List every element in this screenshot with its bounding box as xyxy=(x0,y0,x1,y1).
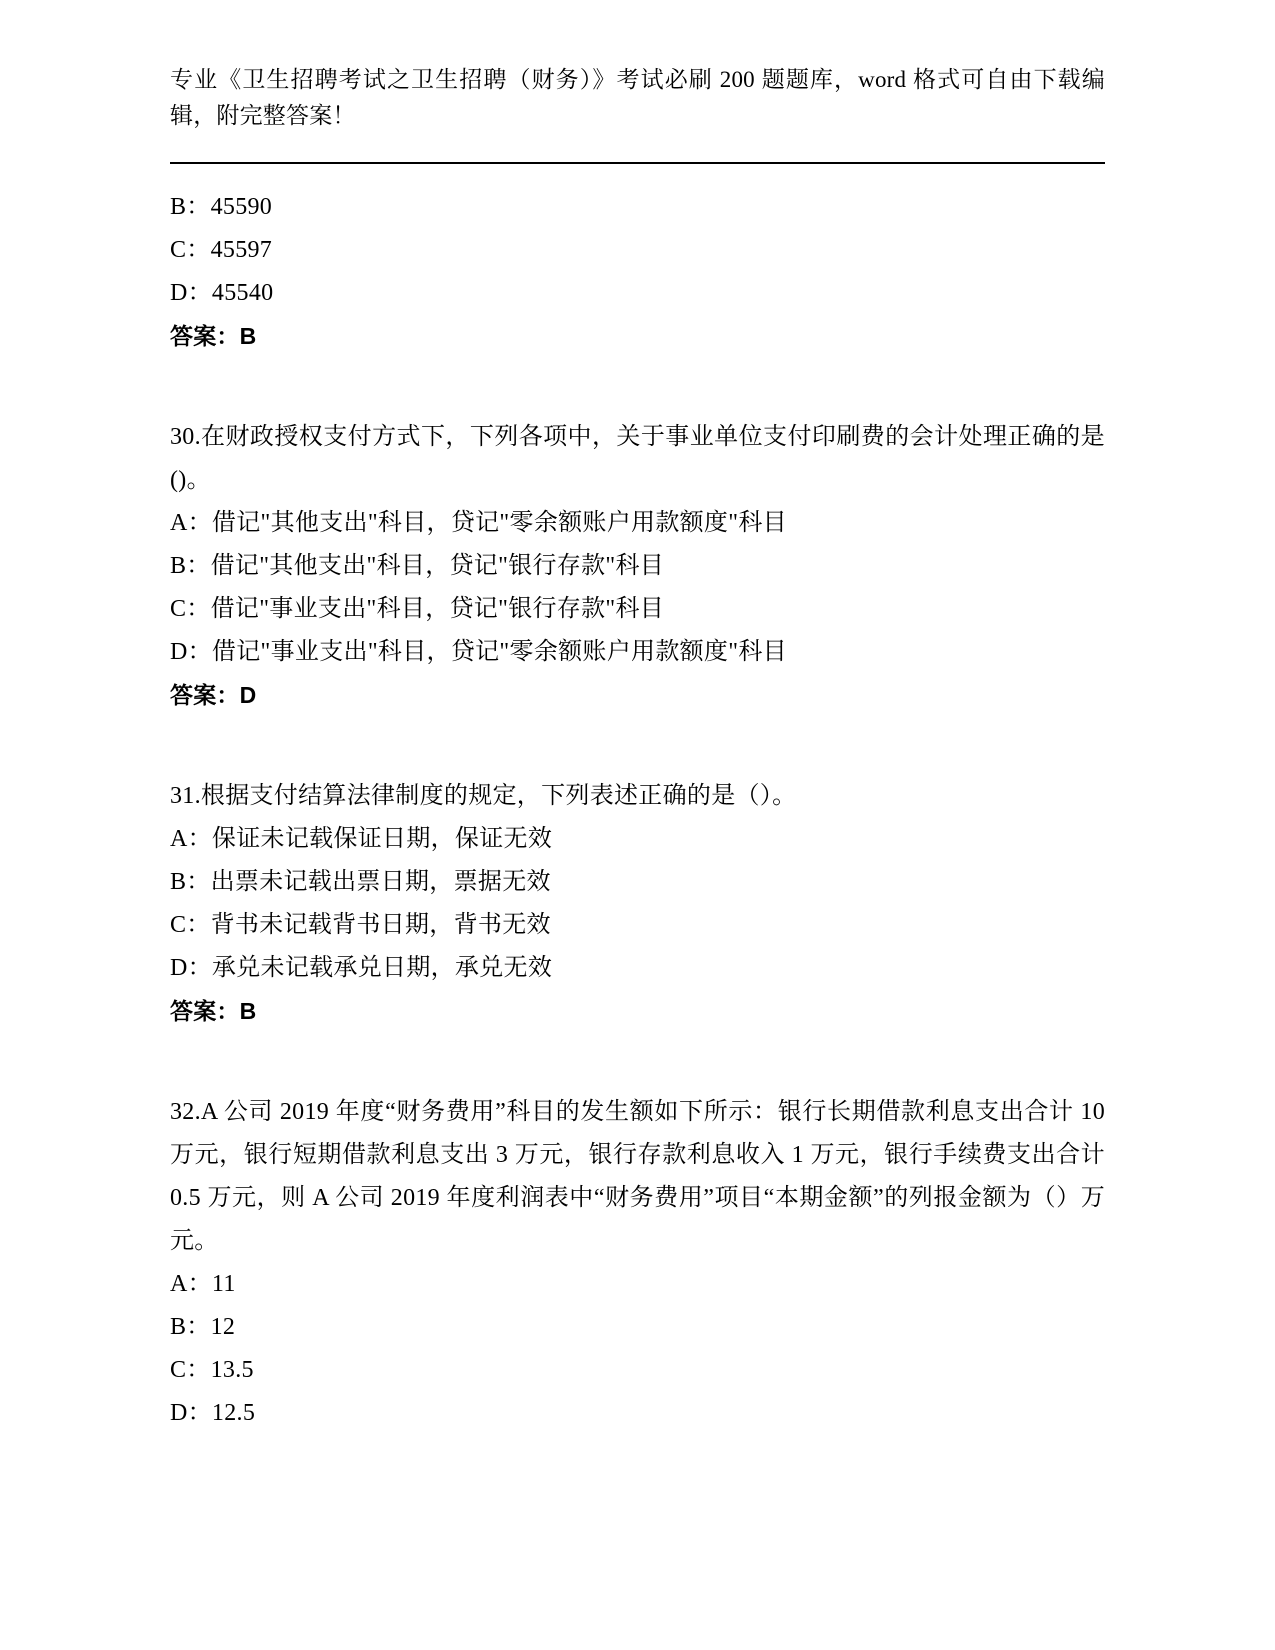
question-text: 在财政授权支付方式下，下列各项中，关于事业单位支付印刷费的会计处理正确的是()。 xyxy=(170,424,1105,493)
page-header: 专业《卫生招聘考试之卫生招聘（财务）》考试必刷 200 题题库，word 格式可自由下载编辑，附完整答案！ xyxy=(170,67,1105,128)
answer-label: 答案： xyxy=(170,324,240,349)
answer-label: 答案： xyxy=(170,683,240,708)
option-item: D：承兑未记载承兑日期，承兑无效 xyxy=(170,955,553,981)
question-stem xyxy=(170,775,1105,818)
answer-label: 答案： xyxy=(170,999,240,1024)
option-item: D：12.5 xyxy=(170,1400,256,1426)
option-item: B：借记"其他支出"科目，贷记"银行存款"科目 xyxy=(170,553,665,579)
answer-value: D xyxy=(239,682,257,708)
option-item: A：借记"其他支出"科目，贷记"零余额账户用款额度"科目 xyxy=(170,510,787,536)
option-item: C：13.5 xyxy=(170,1357,254,1383)
continued-options-list xyxy=(170,186,1105,315)
question-text: 根据支付结算法律制度的规定，下列表述正确的是（）。 xyxy=(200,783,797,809)
answer-value: B xyxy=(239,323,257,349)
options-list xyxy=(170,502,1105,674)
question-number: 32. xyxy=(170,1099,201,1125)
options-list xyxy=(170,1263,1105,1435)
question-number: 31. xyxy=(170,783,201,809)
option-item: C：背书未记载背书日期，背书无效 xyxy=(170,912,551,938)
option-item: A：11 xyxy=(170,1271,236,1297)
option-item: B：出票未记载出票日期，票据无效 xyxy=(170,869,551,895)
answer-value: B xyxy=(239,998,257,1024)
option-item: D：借记"事业支出"科目，贷记"零余额账户用款额度"科目 xyxy=(170,639,787,665)
continued-question-block xyxy=(170,186,1105,358)
question-number: 30. xyxy=(170,424,201,450)
answer-line xyxy=(170,990,1105,1033)
option-item: C：45597 xyxy=(170,237,273,263)
header-divider xyxy=(170,162,1105,164)
question-block xyxy=(170,775,1105,1033)
answer-line xyxy=(170,315,1105,358)
document-body xyxy=(170,186,1105,1435)
option-item: B：45590 xyxy=(170,194,273,220)
option-item: A：保证未记载保证日期，保证无效 xyxy=(170,826,553,852)
options-list xyxy=(170,818,1105,990)
question-stem xyxy=(170,1091,1105,1263)
question-stem xyxy=(170,416,1105,502)
question-text: A 公司 2019 年度“财务费用”科目的发生额如下所示：银行长期借款利息支出合计 10 万元，银行短期借款利息支出 3 万元，银行存款利息收入 1 万元，银行手续费支出合计 0.5 万元，则 A 公司 2019 年度利润表中“财务费用”项目“本期金额”的列报金额为（）万元。 xyxy=(170,1099,1105,1254)
option-item: B：12 xyxy=(170,1314,236,1340)
question-block xyxy=(170,416,1105,717)
answer-line xyxy=(170,674,1105,717)
option-item: C：借记"事业支出"科目，贷记"银行存款"科目 xyxy=(170,596,665,622)
question-block xyxy=(170,1091,1105,1435)
option-item: D：45540 xyxy=(170,280,274,306)
